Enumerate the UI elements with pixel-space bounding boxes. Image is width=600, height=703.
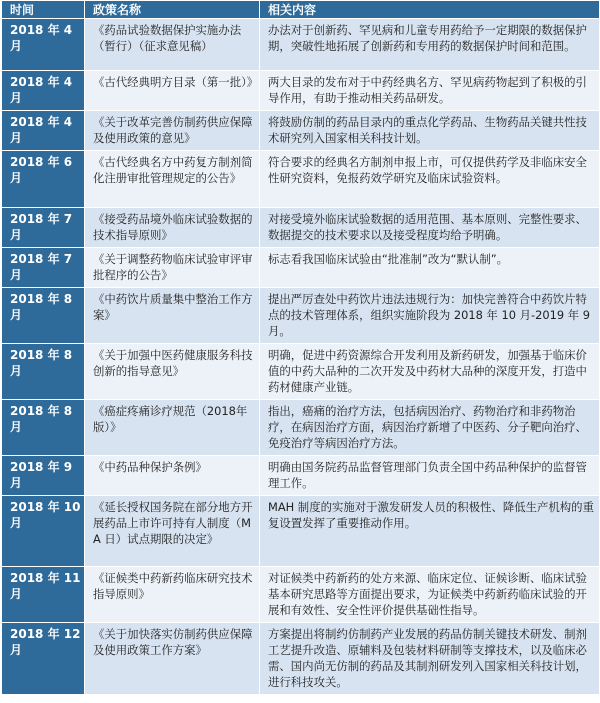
table-row — [2, 111, 600, 151]
row-policy: 《药品试验数据保护实施办法（暂行）（征求意见稿） — [85, 19, 260, 71]
header-policy: 政策名称 — [85, 1, 260, 19]
table-row — [2, 567, 600, 623]
row-policy: 《癌症疼痛诊疗规范（2018年版）》 — [85, 400, 260, 456]
row-content: 明确由国务院药品监督管理部门负责全国中药品种保护的监督管理工作。 — [260, 456, 600, 496]
row-content: 对接受境外临床试验数据的适用范围、基本原则、完整性要求、数据提交的技术要求以及接受程度均给予明确。 — [260, 208, 600, 248]
table-row — [2, 19, 600, 71]
table-row — [2, 151, 600, 208]
table-row — [2, 623, 600, 695]
row-policy: 《关于调整药物临床试验审评审批程序的公告》 — [85, 248, 260, 288]
row-policy: 《关于加快落实仿制药供应保障及使用政策工作方案》 — [85, 623, 260, 695]
table-row — [2, 288, 600, 344]
row-date: 2018 年 8 月 — [2, 344, 85, 400]
row-policy: 《古代经典名方中药复方制剂简化注册审批管理规定的公告》 — [85, 151, 260, 208]
table-row — [2, 400, 600, 456]
table-row — [2, 248, 600, 288]
row-date: 2018 年 11 月 — [2, 567, 85, 623]
row-content: 符合要求的经典名方制剂申报上市，可仅提供药学及非临床安全性研究资料，免报药效学研究及临床试验资料。 — [260, 151, 600, 208]
header-content: 相关内容 — [260, 1, 600, 19]
row-date: 2018 年 4 月 — [2, 71, 85, 111]
header-date: 时间 — [2, 1, 85, 19]
row-date: 2018 年 10 月 — [2, 496, 85, 567]
row-content: 两大目录的发布对于中药经典名方、罕见病药物起到了积极的引导作用，有助于推动相关药品研发。 — [260, 71, 600, 111]
row-date: 2018 年 8 月 — [2, 400, 85, 456]
row-content: 对证候类中药新药的处方来源、临床定位、证候诊断、临床试验基本研究思路等方面提出要求，为证候类中药新药临床试验的开展和有效性、安全性评价提供基础性指导。 — [260, 567, 600, 623]
table-row — [2, 208, 600, 248]
row-content: 标志看我国临床试验由“批准制”改为“默认制”。 — [260, 248, 600, 288]
row-policy: 《古代经典明方目录（第一批）》 — [85, 71, 260, 111]
row-date: 2018 年 9 月 — [2, 456, 85, 496]
table-row — [2, 496, 600, 567]
row-date: 2018 年 6 月 — [2, 151, 85, 208]
row-policy: 《中药品种保护条例》 — [85, 456, 260, 496]
row-date: 2018 年 8 月 — [2, 288, 85, 344]
row-date: 2018 年 12 月 — [2, 623, 85, 695]
row-policy: 《中药饮片质量集中整治工作方案》 — [85, 288, 260, 344]
table-row — [2, 71, 600, 111]
row-content: 提出严厉查处中药饮片违法违规行为：加快完善符合中药饮片特点的技术管理体系，组织实施阶段为 2018 年 10 月-2019 年 9 月。 — [260, 288, 600, 344]
row-content: 办法对于创新药、罕见病和儿童专用药给予一定期限的数据保护期，突破性地拓展了创新药和专用药的数据保护时间和范围。 — [260, 19, 600, 71]
row-date: 2018 年 4 月 — [2, 19, 85, 71]
row-policy: 《证候类中药新药临床研究技术指导原则》 — [85, 567, 260, 623]
row-content: 明确，促进中药资源综合开发利用及新药研发，加强基于临床价值的中药大品种的二次开发及中药材大品种的深度开发，打造中药材健康产业链。 — [260, 344, 600, 400]
row-date: 2018 年 4 月 — [2, 111, 85, 151]
table-header-row — [2, 1, 600, 19]
table-row — [2, 344, 600, 400]
row-policy: 《延长授权国务院在部分地方开展药品上市许可持有人制度（MA 日）试点期限的决定》 — [85, 496, 260, 567]
row-policy: 《接受药品境外临床试验数据的技术指导原则》 — [85, 208, 260, 248]
row-date: 2018 年 7 月 — [2, 208, 85, 248]
table-row — [2, 456, 600, 496]
row-policy: 《关于改革完善仿制药供应保障及使用政策的意见》 — [85, 111, 260, 151]
row-content: 将鼓励仿制的药品目录内的重点化学药品、生物药品关键共性技术研究列入国家相关科技计划。 — [260, 111, 600, 151]
row-policy: 《关于加强中医药健康服务科技创新的指导意见》 — [85, 344, 260, 400]
policy-table — [1, 0, 600, 695]
row-content: MAH 制度的实施对于激发研发人员的积极性、降低生产机构的重复设置发挥了重要推动作用。 — [260, 496, 600, 567]
row-date: 2018 年 7 月 — [2, 248, 85, 288]
row-content: 指出，癌痛的治疗方法，包括病因治疗、药物治疗和非药物治疗，在病因治疗方面，病因治疗新增了中医药、分子靶向治疗、免疫治疗等病因治疗方法。 — [260, 400, 600, 456]
row-content: 方案提出将制约仿制药产业发展的药品仿制关键技术研发、制剂工艺提升改造、原辅料及包装材料研制等支撑技术，以及临床必需、国内尚无仿制的药品及其制剂研发列入国家相关科技计划，进行科技攻关。 — [260, 623, 600, 695]
